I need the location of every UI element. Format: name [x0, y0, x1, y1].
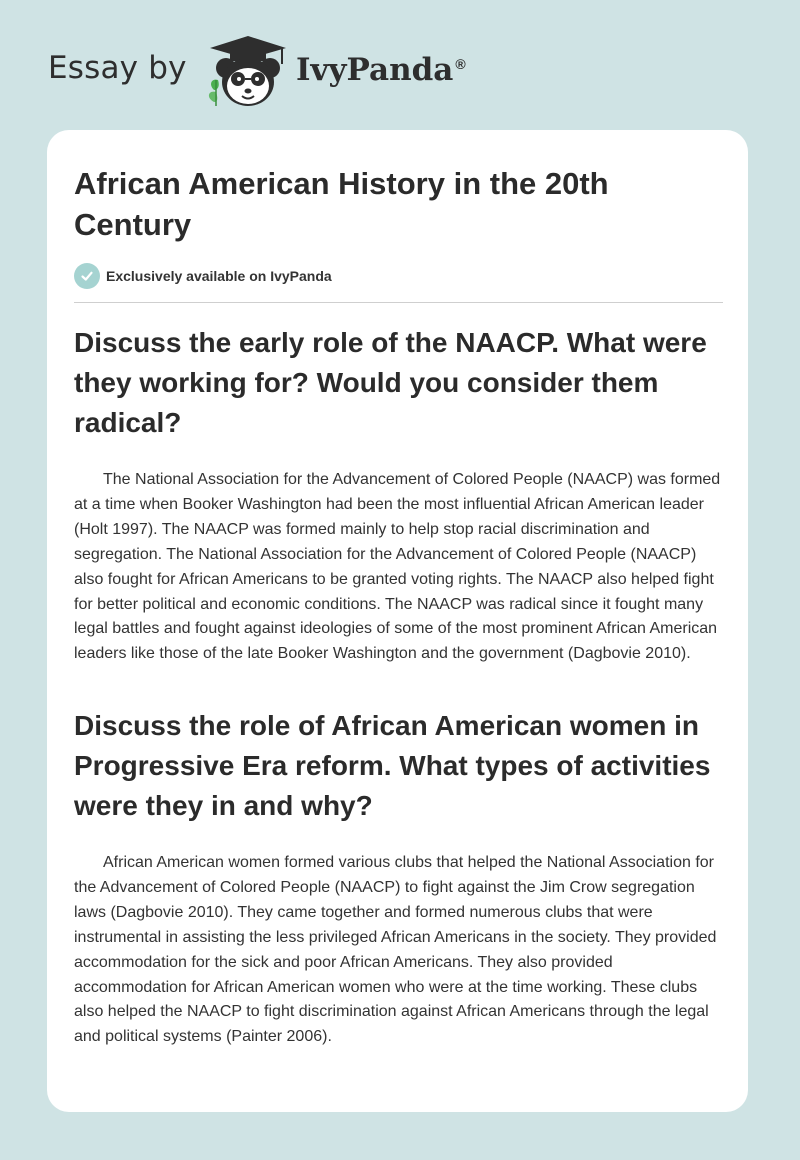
- essay-card: [47, 130, 748, 1112]
- brand-name[interactable]: IvyPanda ®: [296, 52, 466, 88]
- exclusive-badge: [74, 263, 332, 289]
- divider: [74, 302, 723, 303]
- section-heading: Discuss the early role of the NAACP. What were they working for? Would you consider them radical?: [74, 327, 707, 438]
- essay-section-1: [74, 323, 726, 667]
- site-header: [48, 34, 648, 114]
- section-heading: Discuss the role of African American women in Progressive Era reform. What types of activities were they in and why?: [74, 710, 711, 821]
- registered-mark: ®: [455, 55, 466, 72]
- essay-section-2: [74, 706, 726, 1050]
- panda-graduate-icon[interactable]: [202, 34, 292, 110]
- page-title: African American History in the 20th Century: [74, 166, 609, 242]
- section-paragraph: The National Association for the Advancement of Colored People (NAACP) was formed at a time when Booker Washington had been the most influential African American leader (Holt 1997). The NAACP was formed mainly to help stop racial discrimination and segregation. The National Association for the Advancement of Colored People (NAACP) also fought for African Americans to be granted voting rights. The NAACP also helped fight for better political and economic conditions. The NAACP was radical since it fought many legal battles and fought against ideologies of some of the most prominent African American leaders like those of the late Booker Washington and the government (Dagbovie 2010).: [74, 471, 721, 663]
- essay-by-label: Essay by: [48, 50, 187, 86]
- exclusive-label: Exclusively available on IvyPanda: [106, 268, 332, 284]
- section-paragraph: African American women formed various clubs that helped the National Association for the Advancement of Colored People (NAACP) to fight against the Jim Crow segregation laws (Dagbovie 2010). They came together and formed numerous clubs that were instrumental in assisting the less privileged African Americans in the society. They provided accommodation for the sick and poor African Americans. They also provided accommodation for African American women who were at the time working. These clubs also helped the NAACP to fight discrimination against African Americans through the legal and political systems (Painter 2006).: [74, 854, 717, 1046]
- check-icon: [74, 263, 100, 289]
